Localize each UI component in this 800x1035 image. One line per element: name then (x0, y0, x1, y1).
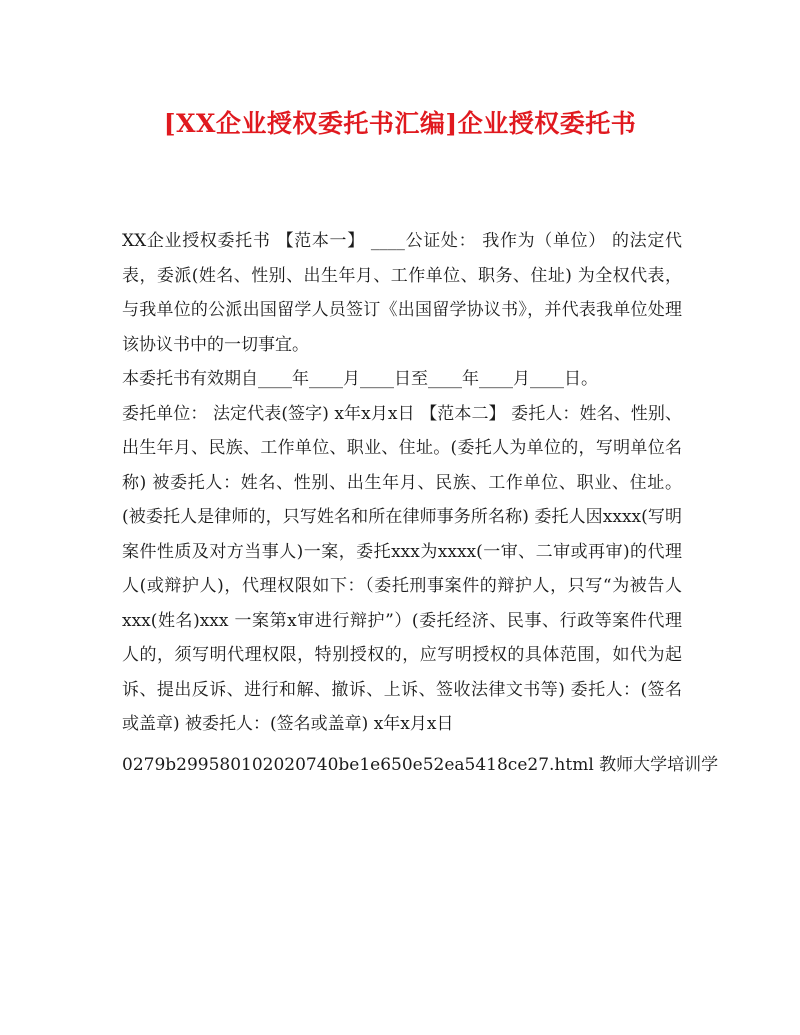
paragraph-template-one: XX企业授权委托书 【范本一】 ____公证处： 我作为（单位） 的法定代表，委派(姓名、性别、出生年月、工作单位、职务、住址) 为全权代表，与我单位的公派出国留学人员签订《出国留学协议书》，并代表我单位处理该协议书中的一切事宜。 (122, 231, 682, 355)
document-body (122, 224, 719, 782)
paragraph-template-two: 委托单位： 法定代表(签字) x年x月x日 【范本二】 委托人：姓名、性别、出生年月、民族、工作单位、职业、住址。(委托人为单位的，写明单位名称) 被委托人：姓名、性别、出生年月、民族、工作单位、职业、住址。(被委托人是律师的，只写姓名和所在律师事务所名称) 委托人因xxxx(写明案件性质及对方当事人)一案，委托xxx为xxxx(一审、二审或再审)的代理人(或辩护人)，代理权限如下：（委托刑事案件的辩护人，只写“为被告人xxx(姓名)xxx 一案第x审进行辩护”）(委托经济、民事、行政等案件代理人的，须写明代理权限，特别授权的，应写明授权的具体范围，如代为起诉、提出反诉、进行和解、撤诉、上诉、签收法律文书等) 委托人：(签名或盖章) 被委托人：(签名或盖章) x年x月x日 (122, 403, 682, 734)
footer-filename-line: 0279b299580102020740be1e650e52ea5418ce27.html 教师大学培训学 (122, 754, 719, 775)
paragraph-validity-period: 本委托书有效期自____年____月____日至____年____月____日。 (122, 369, 598, 389)
document-title: [XX企业授权委托书汇编]企业授权委托书 (163, 109, 637, 138)
